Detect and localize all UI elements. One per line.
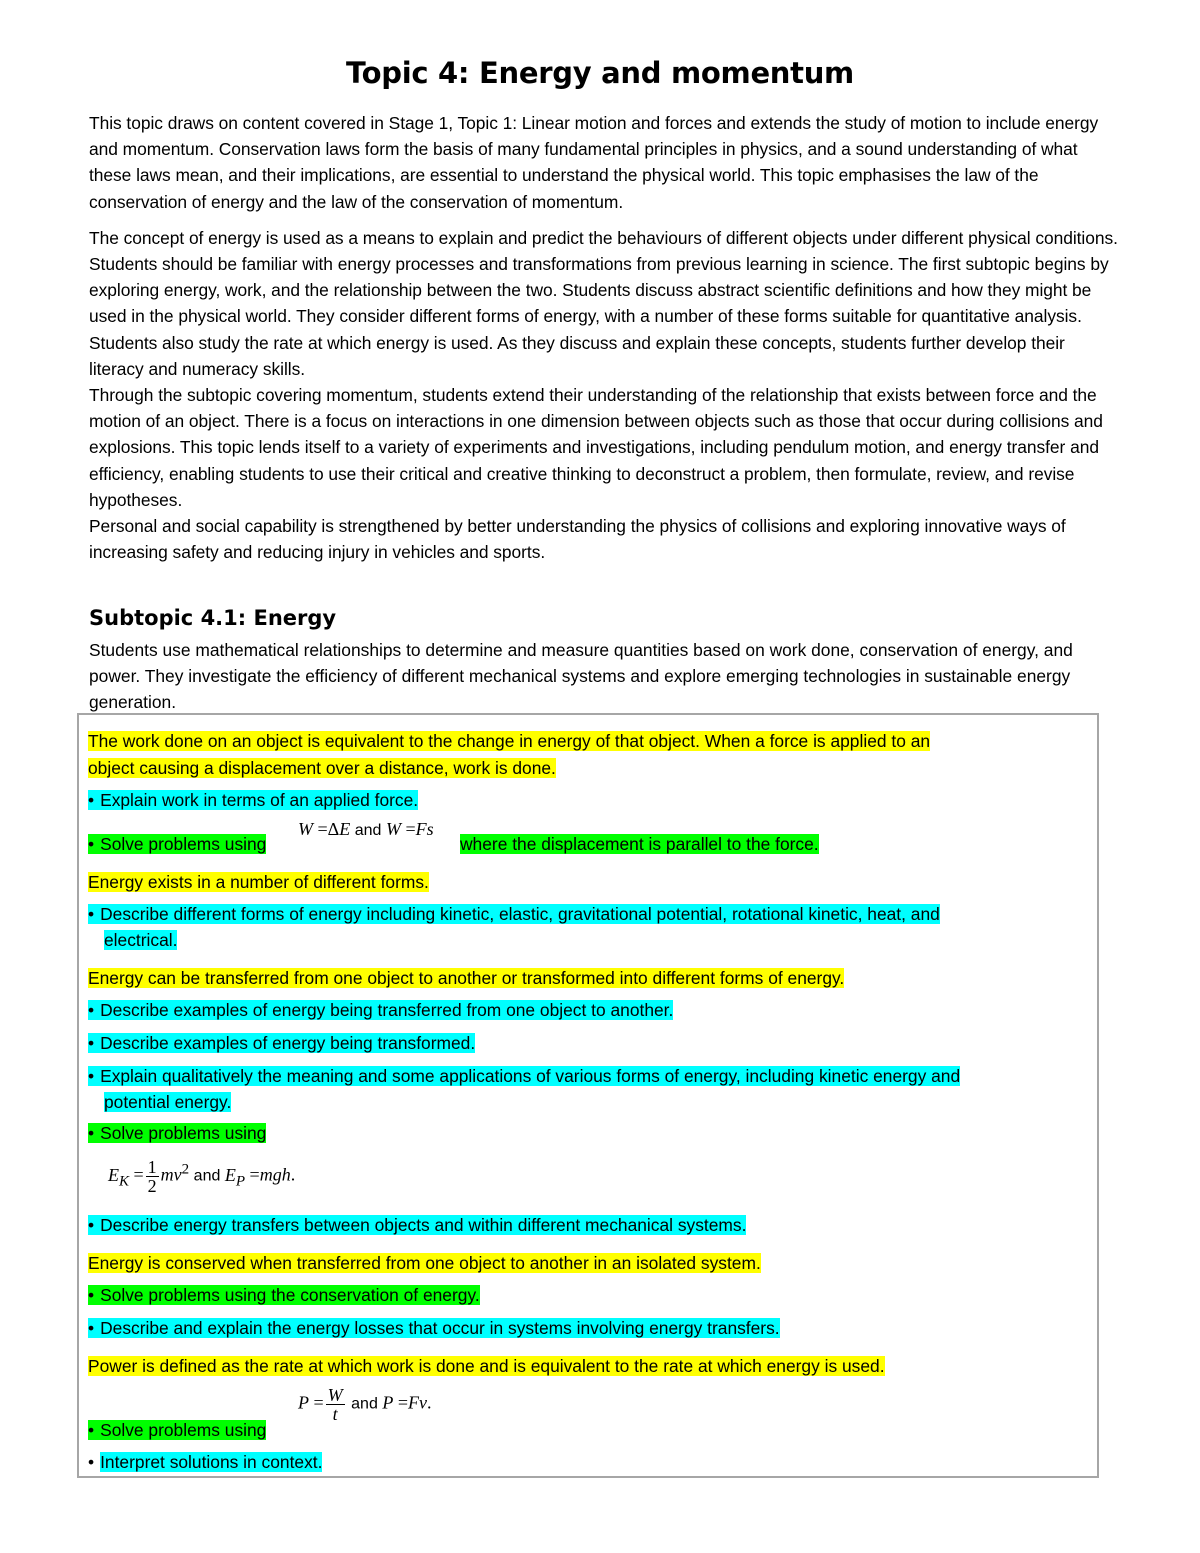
intro-paragraph-3: Through the subtopic covering momentum, students extend their understanding of the relationship that exists between force and the motion of an object. There is a focus on interactions in one dimension between objects such as those that occur during collisions and explosions. This topic lends itself to a variety of experiments and investigations, including pendulum motion, and energy transfer and efficiency, enabling students to use their critical and creative thinking to deconstruct a problem, then formulate, review, and revise hypotheses.	[89, 385, 1103, 510]
bullet-describe-transferred: • Describe examples of energy being transferred from one object to another.	[88, 1000, 674, 1020]
bullet-solve-conservation: • Solve problems using the conservation of energy.	[88, 1285, 480, 1305]
bullet-marker: •	[88, 834, 95, 854]
equation-work: W =ΔE and W =Fs	[298, 819, 434, 839]
key-idea-conserved: Energy is conserved when transferred from one object to another in an isolated system.	[88, 1253, 761, 1273]
bullet-marker: •	[88, 1452, 95, 1472]
equation-power: P = $\frac{W}{t}$ and P =Fv.	[298, 1385, 432, 1424]
page-title: Topic 4: Energy and momentum	[346, 56, 854, 90]
intro-paragraph-4: Personal and social capability is strengthened by better understanding the physics of collisions and exploring innovative ways of increasing safety and reducing injury in vehicles and sports.	[89, 516, 1066, 563]
bullet-describe-transformed: • Describe examples of energy being transformed.	[88, 1033, 476, 1053]
bullet-solve-work: • Solve problems using	[88, 834, 267, 854]
equation-kinetic-potential: $E_K$ = $\frac{1}{2}$ $mv^2$ and $E_P =mgh$.	[108, 1157, 296, 1196]
bullet-solve-power: • Solve problems using	[88, 1420, 267, 1440]
bullet-solve-work-tail: where the displacement is parallel to the force.	[460, 834, 819, 854]
bullet-marker: •	[88, 1033, 95, 1053]
key-idea-transfer: Energy can be transferred from one object to another or transformed into different forms of energy.	[88, 968, 845, 988]
key-idea-work-line-2: object causing a displacement over a distance, work is done.	[88, 758, 556, 778]
bullet-marker: •	[88, 790, 95, 810]
bullet-marker: •	[88, 1420, 95, 1440]
bullet-marker: •	[88, 1000, 95, 1020]
bullet-describe-transfers-systems: • Describe energy transfers between objects and within different mechanical systems.	[88, 1215, 747, 1235]
bullet-describe-losses: • Describe and explain the energy losses that occur in systems involving energy transfers.	[88, 1318, 780, 1338]
key-idea-power: Power is defined as the rate at which work is done and is equivalent to the rate at which energy is used.	[88, 1356, 885, 1376]
bullet-describe-forms-line-2: electrical.	[104, 930, 178, 950]
intro-paragraph-2: The concept of energy is used as a means to explain and predict the behaviours of different objects under different physical conditions. Students should be familiar with energy processes and transformations from previous learning in science. The first subtopic begins by exploring energy, work, and the relationship between the two. Students discuss abstract scientific definitions and how they might be used in the physical world. They consider different forms of energy, with a number of these forms suitable for quantitative analysis. Students also study the rate at which energy is used. As they discuss and explain these concepts, students further develop their literacy and numeracy skills.	[89, 227, 1118, 379]
intro-section	[89, 110, 1124, 565]
bullet-marker: •	[88, 1123, 95, 1143]
bullet-marker: •	[88, 1066, 95, 1086]
bullet-interpret-solutions: • Interpret solutions in context.	[88, 1452, 323, 1472]
subtopic-description: Students use mathematical relationships to determine and measure quantities based on work done, conservation of energy, and power. They investigate the efficiency of different mechanical systems and explore emerging technologies in sustainable energy generation.	[89, 640, 1073, 713]
key-idea-forms: Energy exists in a number of different forms.	[88, 872, 429, 892]
bullet-solve-energy: • Solve problems using	[88, 1123, 267, 1143]
key-idea-work-line-1: The work done on an object is equivalent to the change in energy of that object. When a force is applied to an	[88, 731, 931, 751]
bullet-explain-forms-line-2: potential energy.	[104, 1092, 232, 1112]
bullet-marker: •	[88, 904, 95, 924]
bullet-marker: •	[88, 1215, 95, 1235]
bullet-explain-forms-line-1: • Explain qualitatively the meaning and some applications of various forms of energy, including kinetic energy and	[88, 1066, 961, 1086]
intro-paragraph-1: This topic draws on content covered in Stage 1, Topic 1: Linear motion and forces and extends the study of motion to include energy and momentum. Conservation laws form the basis of many fundamental principles in physics, and a sound understanding of what these laws mean, and their implications, are essential to understand the physical world. This topic emphasises the law of the conservation of energy and the law of the conservation of momentum.	[89, 113, 1099, 212]
subtopic-heading: Subtopic 4.1: Energy	[89, 606, 337, 630]
bullet-marker: •	[88, 1285, 95, 1305]
bullet-marker: •	[88, 1318, 95, 1338]
bullet-explain-work: • Explain work in terms of an applied force.	[88, 790, 419, 810]
bullet-describe-forms-line-1: • Describe different forms of energy including kinetic, elastic, gravitational potential, rotational kinetic, heat, and	[88, 904, 940, 924]
